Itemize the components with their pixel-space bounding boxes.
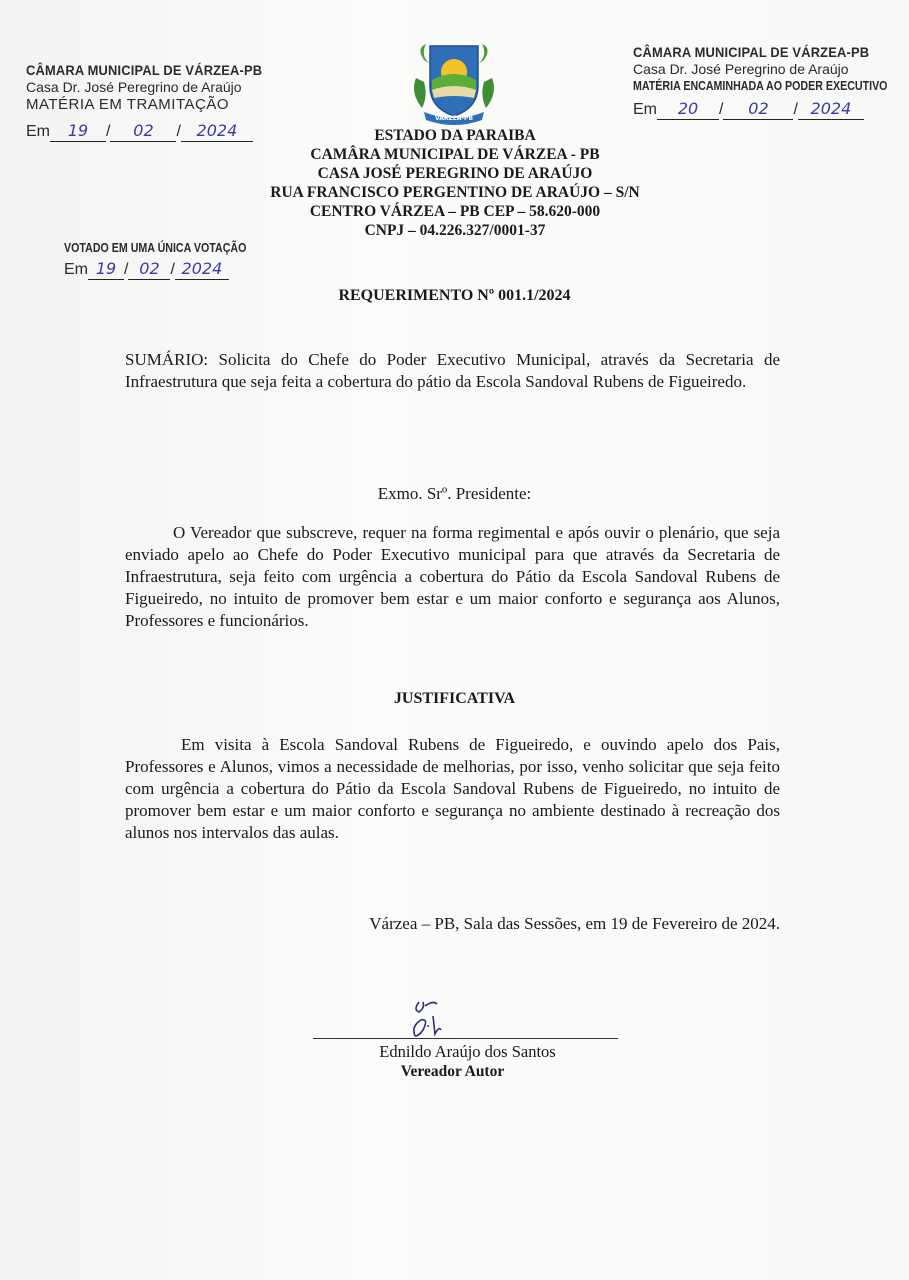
letterhead-cnpj: CNPJ – 04.226.327/0001-37 — [364, 222, 546, 239]
letterhead-state: ESTADO DA PARAIBA — [374, 127, 536, 144]
stamp-day: 20 — [677, 99, 699, 118]
stamp-votado — [64, 240, 286, 280]
salutation: Exmo. Srº. Presidente: — [377, 484, 532, 503]
stamp-date: Em 19 / 02 / 2024 — [26, 121, 283, 142]
letterhead-house: CASA JOSÉ PEREGRINO DE ARAÚJO — [317, 165, 593, 182]
signer-role: Vereador Autor — [400, 1063, 505, 1080]
stamp-month: 02 — [748, 99, 769, 118]
stamp-month: 02 — [133, 121, 154, 140]
stamp-date: Em 19 / 02 / 2024 — [64, 259, 286, 280]
place-date: Várzea – PB, Sala das Sessões, em 19 de Fevereiro de 2024. — [369, 914, 780, 933]
stamp-year: 2024 — [196, 121, 238, 140]
body-paragraph: O Vereador que subscreve, requer na forma regimental e após ouvir o plenário, que seja enviado apelo ao Chefe do Poder Executivo municipal para que através da Secretaria de Infraestrutura, seja feito com urgência a cobertura do Pátio da Escola Sandoval Rubens de Figueiredo, no intuito de promover bem estar e um maior conforto e segurança aos Alunos, Professores e funcionários. — [125, 523, 780, 630]
letterhead-city-cep: CENTRO VÁRZEA – PB CEP – 58.620-000 — [309, 203, 601, 220]
signer-name: Ednildo Araújo dos Santos — [379, 1042, 556, 1061]
stamp-day: 19 — [67, 121, 89, 140]
letterhead — [200, 126, 710, 240]
stamp-date: Em 20 / 02 / 2024 — [633, 99, 909, 120]
justification-paragraph: Em visita à Escola Sandoval Rubens de Figueiredo, e ouvindo apelo dos Pais, Professores e Alunos, vimos a necessidade de melhorias, por isso, venho solicitar que seja feito com urgência a cobertura do Pátio da Escola Sandoval Rubens de Figueiredo, no intuito de promover bem estar e um maior conforto e segurança no ambiente destinado à recreação dos alunos nos intervalos das aulas. — [125, 735, 780, 842]
logo-label: VÁRZEA-PB — [434, 115, 474, 122]
stamp-line1: CÂMARA MUNICIPAL DE VÁRZEA-PB — [633, 44, 870, 60]
document-title: REQUERIMENTO Nº 001.1/2024 — [338, 287, 571, 304]
summary-paragraph: SUMÁRIO: Solicita do Chefe do Poder Executivo Municipal, através da Secretaria de Infraestrutura que seja feita a cobertura do pátio da Escola Sandoval Rubens de Figueiredo. — [125, 350, 780, 391]
stamp-line2: Casa Dr. José Peregrino de Araújo — [633, 61, 849, 77]
stamp-line2: Casa Dr. José Peregrino de Araújo — [26, 79, 242, 95]
stamp-date-prefix: Em — [26, 123, 50, 140]
municipal-coat-of-arms-logo — [406, 38, 502, 128]
letterhead-chamber: CAMÂRA MUNICIPAL DE VÁRZEA - PB — [310, 146, 600, 163]
stamp-line1: VOTADO EM UMA ÚNICA VOTAÇÃO — [64, 240, 247, 255]
stamp-encaminhada — [633, 44, 909, 120]
signature-line — [313, 1038, 618, 1039]
stamp-year: 2024 — [181, 259, 223, 278]
justification-title: JUSTIFICATIVA — [393, 690, 516, 707]
stamp-line3: MATÉRIA EM TRAMITAÇÃO — [26, 96, 230, 113]
stamp-day: 19 — [95, 259, 117, 278]
letterhead-street: RUA FRANCISCO PERGENTINO DE ARAÚJO – S/N — [270, 184, 640, 201]
signature-icon — [405, 996, 455, 1040]
stamp-month: 02 — [139, 259, 160, 278]
stamp-date-prefix: Em — [633, 101, 657, 118]
stamp-line1: CÂMARA MUNICIPAL DE VÁRZEA-PB — [26, 62, 263, 78]
stamp-year: 2024 — [810, 99, 852, 118]
stamp-line3: MATÉRIA ENCAMINHADA AO PODER EXECUTIVO — [633, 78, 888, 93]
stamp-date-prefix: Em — [64, 261, 88, 278]
coat-of-arms-icon — [406, 38, 502, 128]
